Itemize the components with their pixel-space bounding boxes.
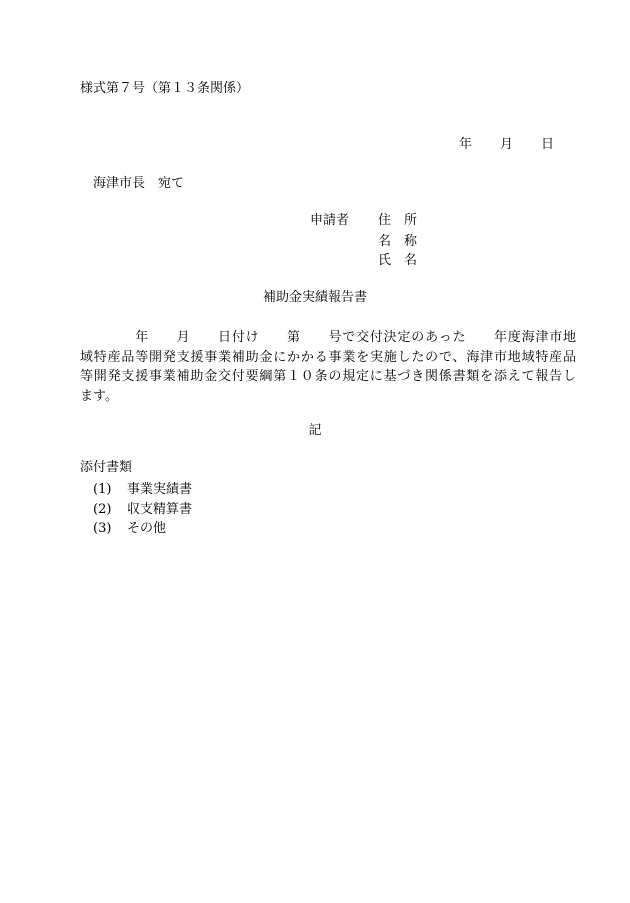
applicant-label: 申請者 [310, 213, 350, 228]
applicant-person-label: 氏 名 [378, 253, 418, 268]
body-line-2: 域特産品等開発支援事業補助金にかかる事業を実施したので、海津市地域特産品 [80, 349, 576, 365]
attachment-number: (1) [93, 482, 112, 497]
date-line [459, 138, 554, 151]
attachments-heading: 添付書類 [80, 460, 133, 475]
attachment-label: 事業実績書 [127, 482, 193, 497]
ki-marker: 記 [308, 423, 322, 438]
attachment-label: その他 [127, 521, 167, 536]
attachment-number: (2) [93, 501, 112, 517]
date-month-label: 月 [500, 137, 514, 152]
attachments-list [93, 480, 192, 539]
list-item [93, 519, 192, 539]
document-title: 補助金実績報告書 [262, 290, 367, 305]
body-line-4: ます。 [80, 388, 118, 404]
list-item [93, 500, 192, 520]
date-year-label: 年 [459, 137, 473, 152]
list-item [93, 480, 192, 500]
body-line-3: 等開発支援事業補助金交付要綱第１０条の規定に基づき関係書類を添えて報告し [80, 369, 576, 384]
body-line-1: 年 月 日付け 第 号で交付決定のあった 年度海津市地 [80, 330, 576, 345]
attachment-label: 収支精算書 [127, 501, 193, 517]
body-paragraph [80, 328, 576, 406]
addressee: 海津市長 宛て [93, 176, 185, 191]
applicant-name-label: 名 称 [378, 234, 418, 249]
attachment-number: (3) [93, 521, 112, 536]
date-day-label: 日 [541, 137, 555, 152]
form-number: 様式第７号（第１３条関係） [80, 81, 250, 96]
applicant-address-label: 住 所 [378, 213, 418, 228]
